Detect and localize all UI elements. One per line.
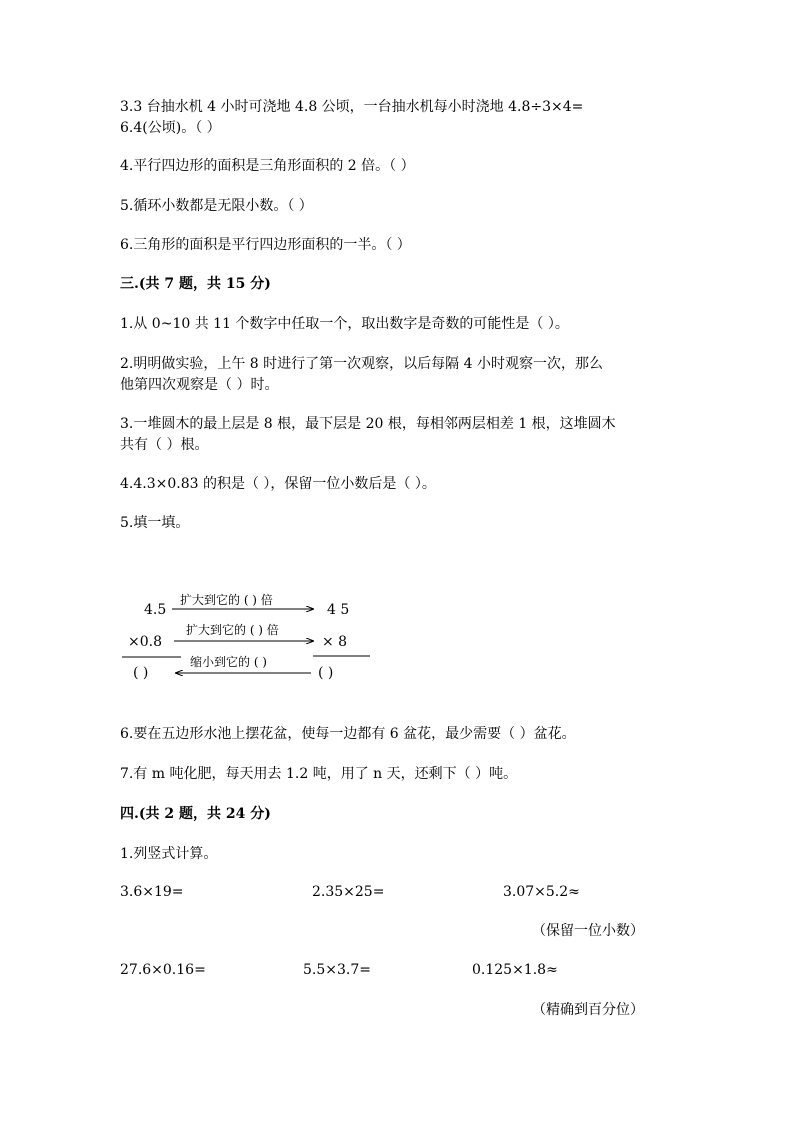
calc-note-2: （精确到百分位） xyxy=(532,1002,644,1018)
calc-1-3: 3.07×5.2≈ xyxy=(503,884,580,900)
diagram-right-mid: × 8 xyxy=(322,634,348,650)
diagram-right-top: 4 5 xyxy=(327,602,350,618)
calc-1-1: 3.6×19= xyxy=(120,884,184,900)
judge-q4: 4.平行四边形的面积是三角形面积的 2 倍。（ ） xyxy=(120,158,415,174)
s3-q5: 5.填一填。 xyxy=(120,515,190,531)
calc-2-1: 27.6×0.16= xyxy=(120,962,206,978)
judge-q5: 5.循环小数都是无限小数。（ ） xyxy=(120,198,313,214)
section4-title: 四.(共 2 题，共 24 分) xyxy=(120,806,271,822)
s3-q7: 7.有 m 吨化肥，每天用去 1.2 吨，用了 n 天，还剩下（ ）吨。 xyxy=(120,766,518,782)
arrow1-label: 扩大到它的 ( ) 倍 xyxy=(180,593,273,607)
diagram-left-top: 4.5 xyxy=(144,602,167,618)
judge-q3-line1: 3.3 台抽水机 4 小时可浇地 4.8 公顷，一台抽水机每小时浇地 4.8÷3×4= xyxy=(120,99,584,115)
section3-title: 三.(共 7 题，共 15 分) xyxy=(120,276,271,292)
calc-2-3: 0.125×1.8≈ xyxy=(472,962,558,978)
s3-q3-line1: 3.一堆圆木的最上层是 8 根，最下层是 20 根，每相邻两层相差 1 根，这堆圆木 xyxy=(120,416,616,432)
s3-q2-line2: 他第四次观察是（ ）时。 xyxy=(120,377,279,393)
diagram-left-bottom: ( ) xyxy=(133,665,149,681)
s3-q4: 4.4.3×0.83 的积是（ ），保留一位小数后是（ ）。 xyxy=(120,476,436,492)
judge-q6: 6.三角形的面积是平行四边形面积的一半。（ ） xyxy=(120,237,411,253)
arrow2-label: 扩大到它的 ( ) 倍 xyxy=(186,623,279,637)
calc-2-2: 5.5×3.7= xyxy=(303,962,371,978)
calc-note-1: （保留一位小数） xyxy=(532,923,644,939)
diagram-right-bottom: ( ) xyxy=(318,665,334,681)
s3-q1: 1.从 0~10 共 11 个数字中任取一个，取出数字是奇数的可能性是（ ）。 xyxy=(120,316,569,332)
arrow3-label: 缩小到它的 ( ) xyxy=(190,655,267,669)
calc-1-2: 2.35×25= xyxy=(312,884,385,900)
s3-q6: 6.要在五边形水池上摆花盆，使每一边都有 6 盆花，最少需要（ ）盆花。 xyxy=(120,726,576,742)
s3-q3-line2: 共有（ ）根。 xyxy=(120,437,209,453)
judge-q3-line2: 6.4(公顷)。（ ） xyxy=(120,120,221,136)
diagram-left-mid: ×0.8 xyxy=(128,634,162,650)
s4-q1: 1.列竖式计算。 xyxy=(120,846,218,862)
s3-q2-line1: 2.明明做实验，上午 8 时进行了第一次观察，以后每隔 4 小时观察一次，那么 xyxy=(120,356,603,372)
